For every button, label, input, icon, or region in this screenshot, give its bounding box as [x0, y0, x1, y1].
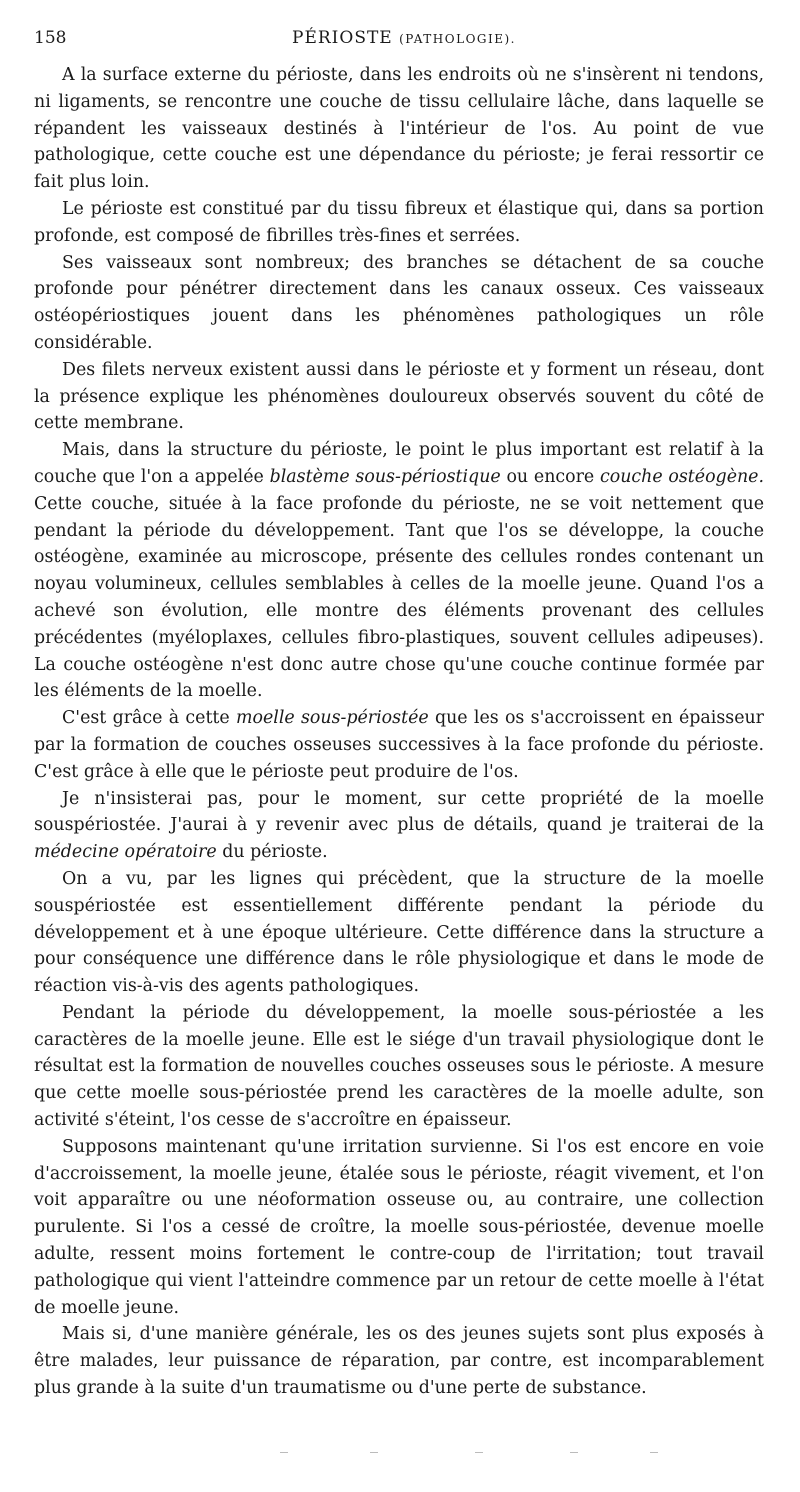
paragraph-text: A la surface externe du périoste, dans les endroits où ne s'insèrent ni tendons, ni ligaments, se rencontre une couche de tissu cellulaire lâche, dans laquelle se répandent les vaisseaux destinés à l'intérieur de l'os. Au point de vue pathologique, cette couche est une dépendance du périoste; je ferai ressortir ce fait plus loin.	[34, 65, 764, 193]
paragraph-text: Mais, dans la structure du périoste, le point le plus important est relatif à la couche que l'on a appelée	[34, 440, 764, 487]
footer-dash	[370, 1452, 378, 1453]
paragraph	[34, 786, 764, 866]
italic-term: blastème sous-périostique	[269, 466, 501, 487]
paragraph-text: C'est grâce à cette	[62, 708, 237, 729]
paragraph	[34, 705, 764, 785]
footer-dash	[475, 1452, 483, 1453]
running-header	[34, 28, 774, 56]
running-title-sub: (PATHOLOGIE).	[399, 32, 516, 46]
paragraph	[34, 1134, 764, 1322]
paragraph-text: Mais si, d'une manière générale, les os des jeunes sujets sont plus exposés à être malades, leur puissance de réparation, par contre, est incomparablement plus grande à la suite d'un traumatisme ou d'une perte de substance.	[34, 1324, 764, 1399]
paragraph-text: Le périoste est constitué par du tissu fibreux et élastique qui, dans sa portion profonde, est composé de fibrilles très-fines et serrées.	[34, 198, 764, 246]
paragraph-text: On a vu, par les lignes qui précèdent, que la structure de la moelle souspériostée est essentiellement différente pendant la période du développement et à une époque ultérieure. Cette différence dans la structure a pour conséquence une différence dans le rôle physiologique et dans le mode de réaction vis-à-vis des agents pathologiques.	[34, 868, 764, 997]
footer-dash	[280, 1452, 288, 1453]
paragraph	[34, 250, 764, 357]
italic-term: moelle sous-périostée	[236, 708, 429, 729]
running-title-main: PÉRIOSTE	[292, 28, 393, 48]
body-text	[34, 62, 764, 1402]
paragraph-text: que les os s'accroissent en épaisseur par la formation de couches osseuses successives à la face profonde du périoste. C'est grâce à elle que le périoste peut produire de l'os.	[34, 708, 764, 782]
footer-marks	[280, 1452, 680, 1462]
page-number: 158	[34, 28, 67, 48]
paragraph	[34, 866, 764, 1000]
paragraph	[34, 62, 764, 196]
paragraph-text: ou encore	[500, 466, 600, 487]
italic-term: médecine opératoire	[34, 842, 217, 863]
paragraph	[34, 1000, 764, 1134]
paragraph-text: Cette couche, située à la face profonde du périoste, ne se voit nettement que pendant la période du développement. Tant que l'os se développe, la couche ostéogène, examinée au microscope, présente des cellules rondes contenant un noyau volumineux, cellules semblables à celles de la moelle jeune. Quand l'os a achevé son évolution, elle montre des éléments provenant des cellules précédentes (myéloplaxes, cellules fibro-plastiques, souvent cellules adipeuses). La couche ostéogène n'est donc autre chose qu'une couche continue formée par les éléments de la moelle.	[34, 493, 764, 702]
paragraph-text: Supposons maintenant qu'une irritation survienne. Si l'os est encore en voie d'accroissement, la moelle jeune, étalée sous le périoste, réagit vivement, et l'on voit apparaître ou une néoformation osseuse ou, au contraire, une collection purulente. Si l'os a cessé de croître, la moelle sous-périostée, devenue moelle adulte, ressent moins fortement le contre-coup de l'irritation; tout travail pathologique qui vient l'atteindre commence par un retour de cette moelle à l'état de moelle jeune.	[34, 1136, 764, 1318]
paragraph	[34, 437, 764, 705]
paragraph	[34, 1321, 764, 1401]
italic-term: couche ostéogène.	[600, 466, 765, 487]
footer-dash	[570, 1452, 578, 1453]
paragraph	[34, 357, 764, 437]
paragraph-text: Je n'insisterai pas, pour le moment, sur cette propriété de la moelle souspériostée. J'aurai à y revenir avec plus de détails, quand je traiterai de la	[34, 788, 764, 836]
footer-dash	[650, 1452, 658, 1453]
paragraph-text: du périoste.	[216, 842, 328, 863]
paragraph-text: Pendant la période du développement, la moelle sous-périostée a les caractères de la moelle jeune. Elle est le siége d'un travail physiologique dont le résultat est la formation de nouvelles couches osseuses sous le périoste. A mesure que cette moelle sous-périostée prend les caractères de la moelle adulte, son activité s'éteint, l'os cesse de s'accroître en épaisseur.	[34, 1002, 764, 1131]
paragraph-text: Des filets nerveux existent aussi dans le périoste et y forment un réseau, dont la présence explique les phénomènes douloureux observés souvent du côté de cette membrane.	[34, 359, 764, 434]
paragraph-text: Ses vaisseaux sont nombreux; des branches se détachent de sa couche profonde pour pénétrer directement dans les canaux osseux. Ces vaisseaux ostéopériostiques jouent dans les phénomènes pathologiques un rôle considérable.	[34, 252, 764, 353]
paragraph	[34, 196, 764, 250]
running-title	[34, 28, 774, 48]
